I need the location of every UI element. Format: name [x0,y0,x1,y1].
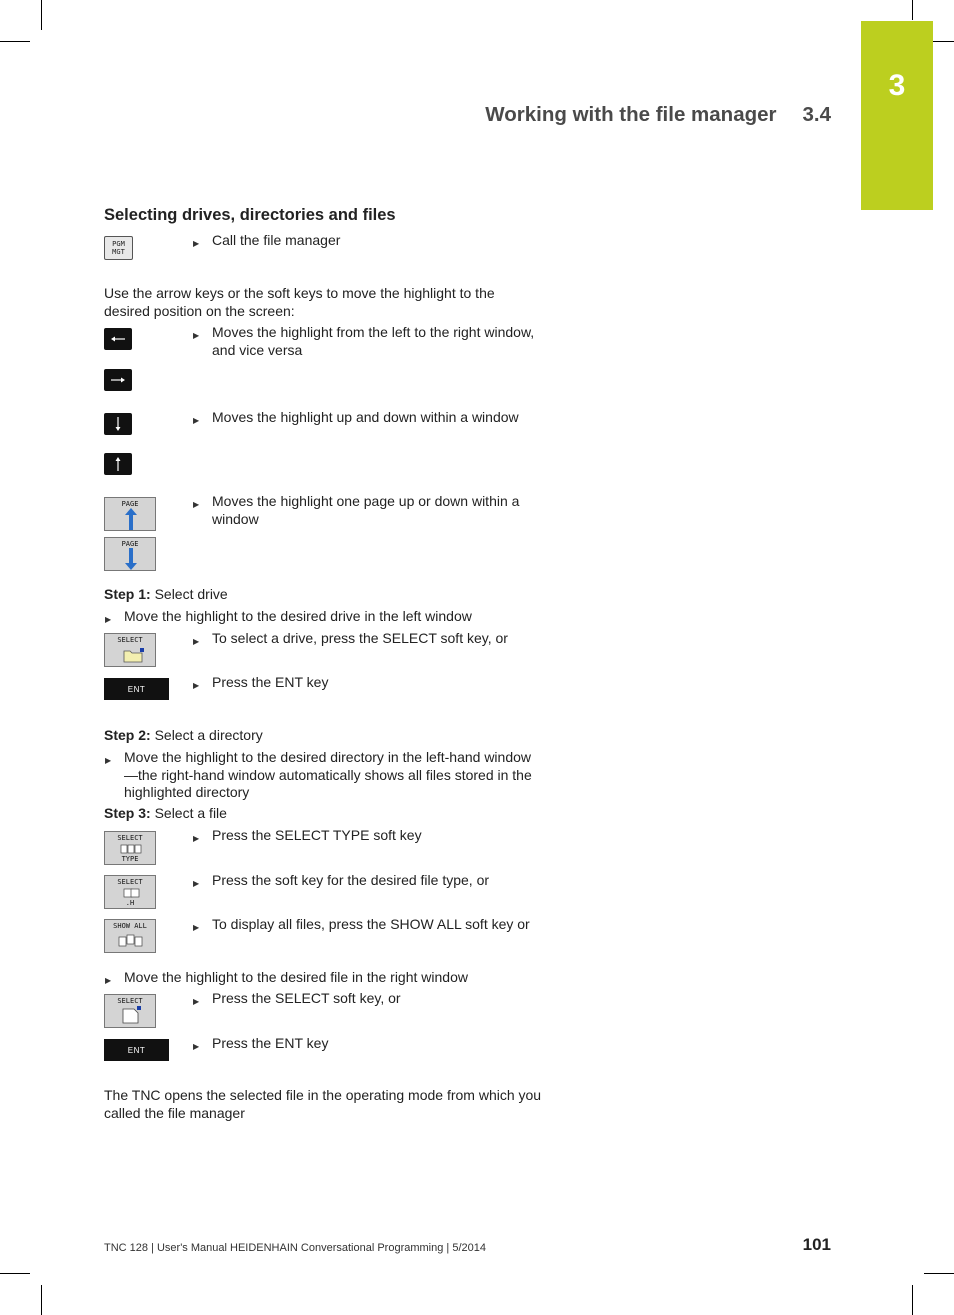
step3-show-all: ▶ To display all files, press the SHOW ALL soft key or [212,916,542,934]
running-header [485,103,831,127]
select-file-label: SELECT [117,997,143,1005]
outro-paragraph: The TNC opens the selected file in the operating mode from which you called the file manager [104,1087,542,1121]
arrow-up-key [104,453,132,475]
arrow-down-key [104,413,132,435]
file-icon [120,1006,142,1024]
crop-mark [41,0,42,30]
step3-select-type: ▶ Press the SELECT TYPE soft key [212,827,542,845]
select-h-softkey [104,875,156,909]
step3-text: Select a file [150,805,227,821]
crop-mark [912,1285,913,1315]
step2-move: ▶ Move the highlight to the desired directory in the left-hand window—the right-hand window automatically shows all files stored in the highlighted directory [124,749,544,802]
crop-mark [0,1273,30,1274]
step3-move: ▶ Move the highlight to the desired file in the right window [124,969,544,987]
select-h-label-2: .H [125,899,135,907]
intro-paragraph: Use the arrow keys or the soft keys to move the highlight to the desired position on the screen: [104,285,495,319]
step1-heading [104,586,228,604]
page-up-softkey [104,497,156,531]
files-icon [118,933,144,947]
step-left-right: ▶ Moves the highlight from the left to the right window, and vice versa [212,324,542,359]
crop-mark [41,1285,42,1315]
page-up-label: PAGE [121,500,139,508]
step1-ent: ▶ Press the ENT key [212,674,542,692]
select-type-label-1: SELECT [117,834,143,842]
arrow-right-key [104,369,132,391]
header-title: Working with the file manager [485,103,777,126]
step1-text: Select drive [150,586,228,602]
ent-key: ENT [104,1039,169,1061]
arrow-up-icon [115,457,121,471]
step2-text: Select a directory [150,727,263,743]
crop-mark [0,41,30,42]
chapter-number: 3 [888,69,906,102]
select-h-label-1: SELECT [117,878,143,886]
step2-heading [104,727,263,745]
show-all-softkey [104,919,156,953]
folder-icon [123,647,145,663]
ent-key: ENT [104,678,169,700]
select-type-softkey [104,831,156,865]
select-label: SELECT [117,636,143,644]
select-softkey [104,633,156,667]
select-file-softkey [104,994,156,1028]
step-call-manager: ▶ Call the file manager [212,232,542,250]
page-number: 101 [802,1235,831,1254]
step-page-up-down: ▶ Moves the highlight one page up or down within a window [212,493,542,528]
chapter-tab [861,21,933,210]
files-icon [120,888,142,898]
step2-label: Step 2: [104,727,151,743]
files-icon [120,844,142,854]
arrow-down-icon [115,417,121,431]
step1-move: ▶ Move the highlight to the desired drive in the left window [124,608,544,626]
arrow-left-icon [111,336,125,342]
step3-label: Step 3: [104,805,151,821]
step3-ent: ▶ Press the ENT key [212,1035,542,1053]
section-title: Selecting drives, directories and files [104,206,396,224]
blue-arrow-down-icon [125,548,137,570]
page-down-softkey [104,537,156,571]
footer-text: TNC 128 | User's Manual HEIDENHAIN Conversational Programming | 5/2014 [104,1242,486,1254]
step3-heading [104,805,227,823]
crop-mark [924,1273,954,1274]
crop-mark [912,0,913,20]
step3-file-type: ▶ Press the soft key for the desired file type, or [212,872,542,890]
show-all-label: SHOW ALL [113,922,147,930]
pgm-mgt-key: PGM MGT [104,236,133,260]
select-type-label-2: TYPE [121,855,139,863]
blue-arrow-up-icon [125,508,137,530]
header-section: 3.4 [802,103,831,126]
step1-select: ▶ To select a drive, press the SELECT soft key, or [212,630,542,648]
step3-select: ▶ Press the SELECT soft key, or [212,990,542,1008]
arrow-right-icon [111,377,125,383]
arrow-left-key [104,328,132,350]
step1-label: Step 1: [104,586,151,602]
step-up-down: ▶ Moves the highlight up and down within a window [212,409,552,427]
page-down-label: PAGE [121,540,139,548]
